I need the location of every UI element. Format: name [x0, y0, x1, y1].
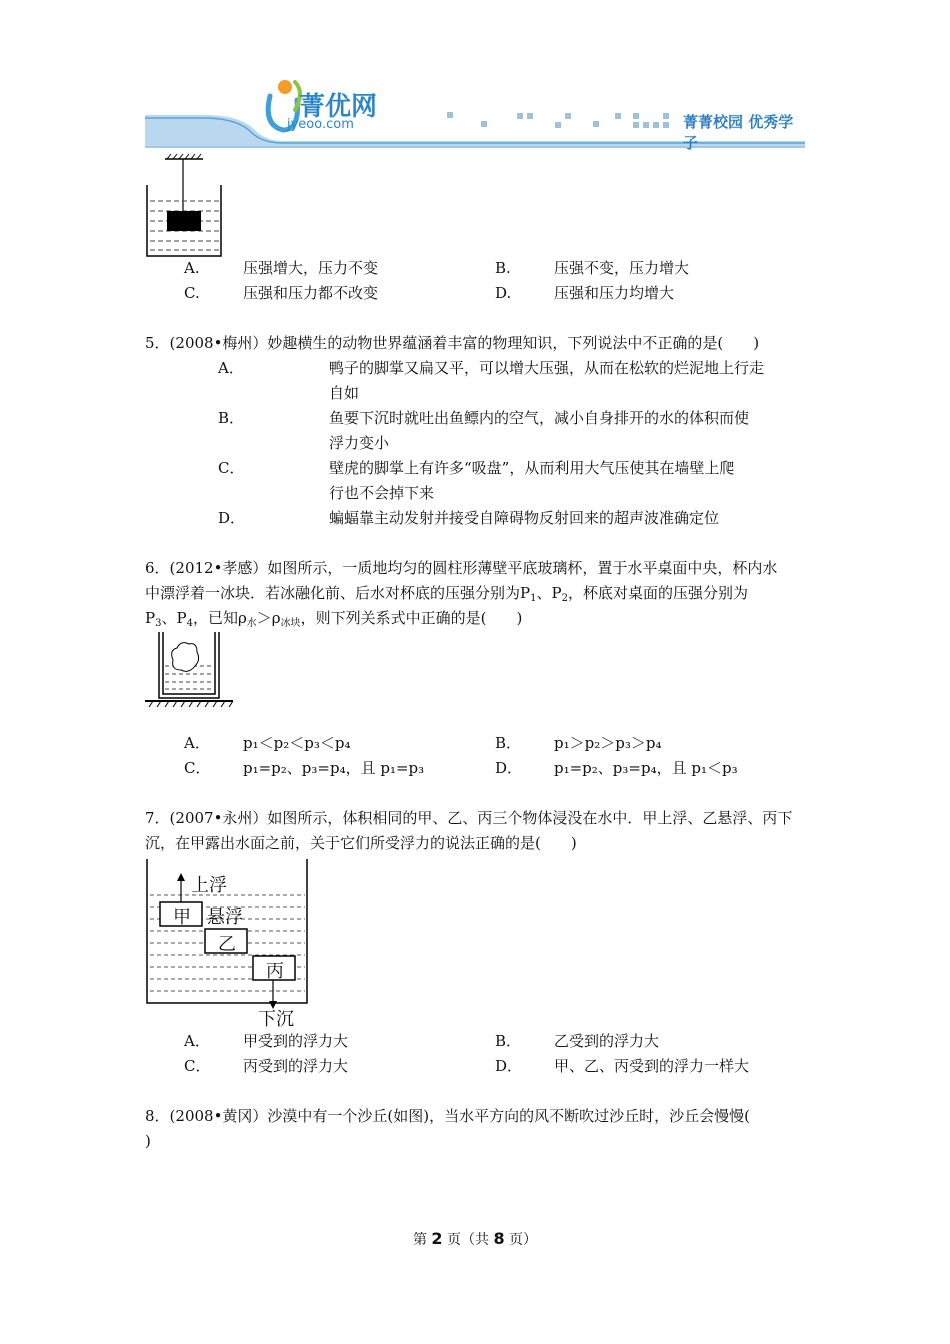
q7-stem-line1: 7．(2007•永州）如图所示，体积相同的甲、乙、丙三个物体浸没在水中．甲上浮、乙悬浮、丙下	[145, 809, 793, 827]
q6-option-a-text: p₁＜p₂＜p₃＜p₄	[243, 734, 351, 752]
q5-option-b-line2: 浮力变小	[329, 434, 390, 452]
q6-stem-line1: 6．(2012•孝感）如图所示，一质地均匀的圆柱形薄壁平底玻璃杯，置于水平桌面中央，杯内水	[145, 559, 778, 577]
q6-option-c-text: p₁=p₂、p₃=p₄，且 p₁=p₃	[243, 759, 425, 777]
q6-option-d-text: p₁=p₂、p₃=p₄，且 p₁＜p₃	[554, 759, 738, 777]
q5-stem: 5．(2008•梅州）妙趣横生的动物世界蕴涵着丰富的物理知识，下列说法中不正确的是( )	[145, 334, 760, 352]
q4-option-b-text: 压强不变，压力增大	[554, 259, 690, 277]
q7-option-a-text: 甲受到的浮力大	[243, 1032, 349, 1050]
label-yi: 乙	[218, 934, 236, 955]
q6-stem-line2: 中漂浮着一冰块．若冰融化前、后水对杯底的压强分别为$P_1$、$P_2$，杯底对桌面的压强分别为	[145, 584, 748, 604]
q4-option-c-letter: C.	[184, 284, 200, 302]
q7-option-b-text: 乙受到的浮力大	[554, 1032, 660, 1050]
q6-option-b-letter: B．	[495, 734, 522, 752]
q6-figure	[145, 630, 235, 710]
q7-option-d-text: 甲、乙、丙受到的浮力一样大	[554, 1057, 750, 1075]
q4-option-b-letter: B.	[495, 259, 511, 277]
q7-stem-line2: 沉，在甲露出水面之前，关于它们所受浮力的说法正确的是( )	[145, 834, 577, 852]
q5-option-c-line2: 行也不会掉下来	[329, 484, 435, 502]
q4-option-d-text: 压强和压力均增大	[554, 284, 675, 302]
q7-figure	[145, 855, 310, 1030]
q5-option-c-line1: 壁虎的脚掌上有许多“吸盘”，从而利用大气压使其在墙壁上爬	[329, 459, 735, 477]
logo-text: 菁优网	[299, 92, 378, 122]
q5-option-a-letter: A．	[218, 359, 244, 377]
q7-option-b-letter: B．	[495, 1032, 522, 1050]
ice-cube	[172, 643, 199, 672]
q5-option-b-letter: B．	[218, 409, 245, 427]
q7-option-c-letter: C．	[184, 1057, 211, 1075]
decor-squares	[447, 112, 669, 128]
page-header	[145, 0, 805, 150]
label-bing: 丙	[266, 961, 284, 982]
q5-option-a-line2: 自如	[329, 384, 360, 402]
q6-option-c-letter: C．	[184, 759, 211, 777]
q4-figure	[145, 153, 225, 258]
q7-option-c-text: 丙受到的浮力大	[243, 1057, 349, 1075]
logo-domain: jyeoo.com	[287, 117, 354, 132]
label-jia: 甲	[173, 907, 191, 928]
q4-option-a-letter: A.	[184, 259, 200, 277]
q4-option-c-text: 压强和压力都不改变	[243, 284, 379, 302]
q6-option-a-letter: A．	[184, 734, 210, 752]
q7-option-d-letter: D．	[495, 1057, 523, 1075]
q5-option-c-letter: C．	[218, 459, 245, 477]
q8-stem-line2: )	[145, 1132, 151, 1150]
q5-option-b-line1: 鱼要下沉时就吐出鱼鳔内的空气，减小自身排开的水的体积而使	[329, 409, 750, 427]
page-total: 8	[493, 1229, 505, 1248]
label-suspend: 悬浮	[207, 907, 243, 928]
q5-option-a-line1: 鸭子的脚掌又扁又平，可以增大压强，从而在松软的烂泥地上行走	[329, 359, 765, 377]
q8-stem-line1: 8．(2008•黄冈）沙漠中有一个沙丘(如图)，当水平方向的风不断吹过沙丘时，沙丘会慢慢(	[145, 1107, 750, 1125]
q4-option-a-text: 压强增大，压力不变	[243, 259, 379, 277]
q6-option-b-text: p₁＞p₂＞p₃＞p₄	[554, 734, 662, 752]
q5-option-d-line1: 蝙蝠靠主动发射并接受自障碍物反射回来的超声波准确定位	[329, 509, 720, 527]
label-down: 下沉	[258, 1009, 294, 1030]
q4-block	[167, 211, 201, 231]
page-footer: 第 2 页（共 8 页）	[412, 1229, 538, 1248]
q4-option-d-letter: D.	[495, 284, 512, 302]
header-slogan: 菁菁校园 优秀学子	[683, 113, 794, 152]
q5-option-d-letter: D．	[218, 509, 246, 527]
q6-option-d-letter: D．	[495, 759, 523, 777]
q7-option-a-letter: A．	[184, 1032, 210, 1050]
q6-stem-line3: $P_3$、$P_4$，已知$\rho_水>\rho_{冰块}$，则下列关系式中正确的是( )	[145, 609, 523, 629]
page-number: 2	[431, 1229, 443, 1248]
label-up: 上浮	[191, 875, 227, 896]
